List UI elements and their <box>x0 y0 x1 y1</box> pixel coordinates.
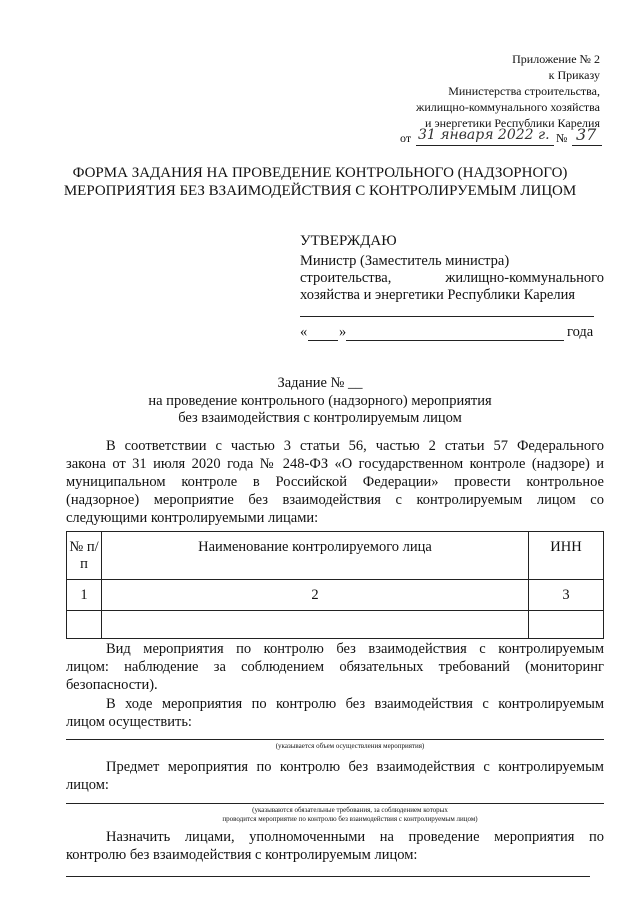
event-type-line-3: безопасности). <box>66 677 158 693</box>
task-line-2: на проведение контрольного (надзорного) мероприятия <box>148 393 492 409</box>
approval-line-1: Министр (Заместитель министра) <box>300 253 510 269</box>
task-title: Задание № __ <box>277 375 363 391</box>
approval-signature-line <box>300 316 594 317</box>
table-row <box>67 580 604 611</box>
appendix-date-handwritten: 31 января 2022 г. <box>418 127 550 143</box>
subject-caption-1: (указываются обязательные требования, за соблюдением которых <box>252 806 448 814</box>
intro-line-5: следующими контролируемыми лицами: <box>66 510 319 526</box>
table-cell: 3 <box>529 580 604 611</box>
appendix-line-2: к Приказу <box>548 68 600 82</box>
header-name: Наименование контролируемого лица <box>102 532 529 580</box>
approval-year-word: года <box>567 324 594 340</box>
approval-heading: УТВЕРЖДАЮ <box>300 233 397 249</box>
header-number: № п/п <box>67 532 102 580</box>
table-cell <box>529 611 604 639</box>
appoint-line-1: Назначить лицами, уполномоченными на проведение мероприятия по <box>106 829 604 845</box>
appoint-fill-line <box>66 876 590 877</box>
subject-caption-2: проводится мероприятие по контролю без взаимодействия с контролируемым лицом) <box>222 815 478 823</box>
task-line-3: без взаимодействия с контролируемым лицом <box>178 410 462 426</box>
approval-quote-open: « <box>300 324 308 340</box>
course-line-2: лицом осуществить: <box>66 714 192 730</box>
table-cell: 1 <box>67 580 102 611</box>
appoint-line-2: контролю без взаимодействия с контролируемым лицом: <box>66 847 418 863</box>
controlled-persons-table <box>66 531 604 639</box>
appendix-date-underline <box>416 145 554 146</box>
form-title-line-1: ФОРМА ЗАДАНИЯ НА ПРОВЕДЕНИЕ КОНТРОЛЬНОГО (НАДЗОРНОГО) <box>72 165 568 181</box>
table-header-row <box>67 532 604 580</box>
appendix-line-3: Министерства строительства, <box>448 84 600 98</box>
event-type-line-2: лицом: наблюдение за соблюдением обязательных требований (мониторинг <box>66 659 604 675</box>
course-caption: (указывается объем осуществления мероприятия) <box>275 742 425 750</box>
appendix-line-4: жилищно-коммунального хозяйства <box>416 100 600 114</box>
approval-line-3: хозяйства и энергетики Республики Карелия <box>300 287 575 303</box>
approval-day-line <box>308 340 338 341</box>
intro-line-1: В соответствии с частью 3 статьи 56, частью 2 статьи 57 Федерального <box>106 438 604 454</box>
appendix-date-prefix: от <box>400 131 412 145</box>
approval-line-2a: строительства, <box>300 270 392 286</box>
intro-line-4: (надзорное) мероприятие без взаимодействия с контролируемым лицом со <box>66 492 604 508</box>
table-cell: 2 <box>102 580 529 611</box>
appendix-number-sign: № <box>556 131 568 145</box>
approval-quote-close: » <box>339 324 347 340</box>
appendix-number-underline <box>572 145 602 146</box>
table-row <box>67 611 604 639</box>
intro-line-2: закона от 31 июля 2020 года № 248-ФЗ «О государственном контроле (надзоре) и <box>66 456 604 472</box>
appendix-number-handwritten: 37 <box>576 125 597 144</box>
course-fill-line <box>66 739 604 740</box>
table-cell <box>67 611 102 639</box>
event-type-line-1: Вид мероприятия по контролю без взаимодействия с контролируемым <box>106 641 604 657</box>
form-title-line-2: МЕРОПРИЯТИЯ БЕЗ ВЗАИМОДЕЙСТВИЯ С КОНТРОЛИРУЕМЫМ ЛИЦОМ <box>63 183 577 199</box>
course-line-1: В ходе мероприятия по контролю без взаимодействия с контролируемым <box>106 696 604 712</box>
subject-line-2: лицом: <box>66 777 109 793</box>
table-cell <box>102 611 529 639</box>
intro-line-3: муниципальном контроле в Российской Федерации» провести контрольное <box>66 474 604 490</box>
approval-line-2b: жилищно-коммунального <box>445 270 604 286</box>
appendix-line-5: и энергетики Республики Карелия <box>425 116 600 130</box>
approval-month-line <box>346 340 564 341</box>
subject-line-1: Предмет мероприятия по контролю без взаимодействия с контролируемым <box>106 759 604 775</box>
header-inn: ИНН <box>529 532 604 580</box>
subject-fill-line <box>66 803 604 804</box>
appendix-line-1: Приложение № 2 <box>512 52 600 66</box>
